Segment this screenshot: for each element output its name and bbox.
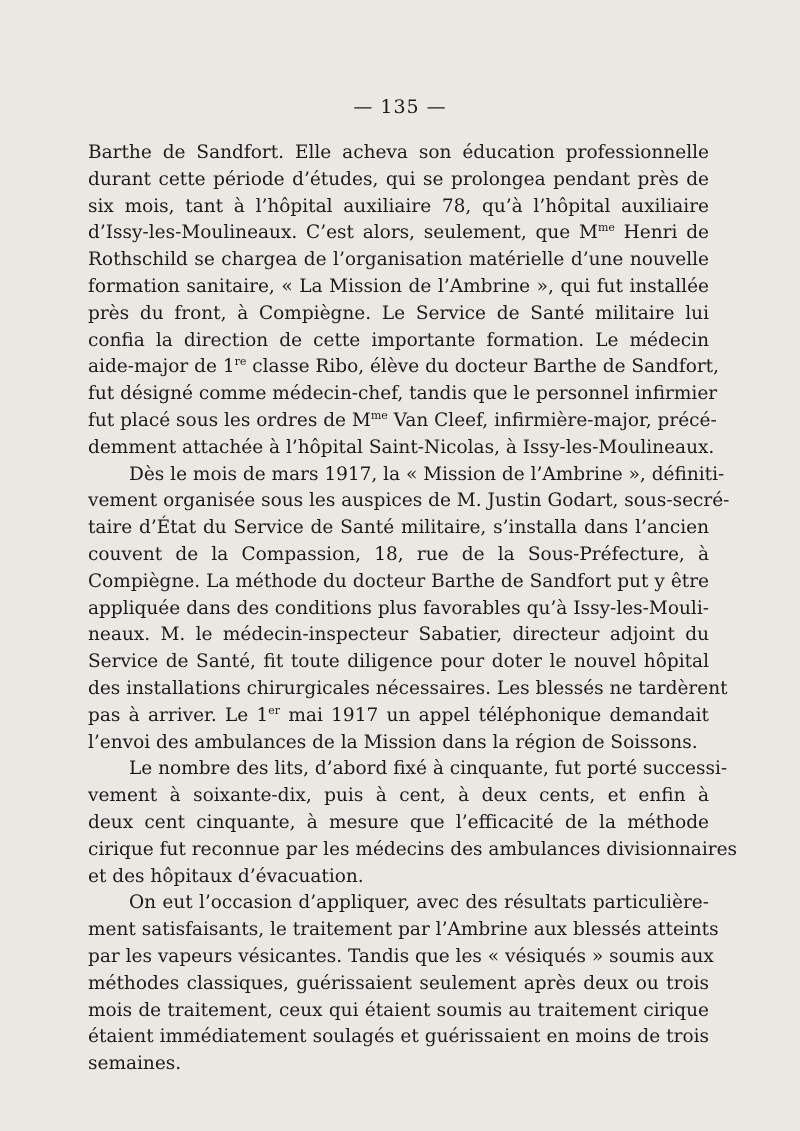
text-line: près du front, à Compiègne. Le Service de Santé militaire lui [88, 302, 709, 324]
text-line: Rothschild se chargea de l’organisation matérielle d’une nouvelle [88, 249, 709, 271]
text-line: et des hôpitaux d’évacuation. [88, 865, 364, 887]
text-line: deux cent cinquante, à mesure que l’efficacité de la méthode [88, 811, 709, 833]
text-line: durant cette période d’études, qui se prolongea pendant près de [88, 168, 709, 190]
text-line: l’envoi des ambulances de la Mission dans la région de Soissons. [88, 731, 698, 753]
text-line: Le nombre des lits, d’abord fixé à cinquante, fut porté successi- [129, 758, 728, 780]
text-line: ment satisfaisants, le traitement par l’Ambrine aux blessés atteints [88, 919, 719, 941]
text-line: Barthe de Sandfort. Elle acheva son éducation professionnelle [88, 142, 709, 163]
text-line: formation sanitaire, « La Mission de l’Ambrine », qui fut installée [88, 275, 709, 297]
text-line: On eut l’occasion d’appliquer, avec des résultats particulière- [129, 892, 709, 914]
page-number: — 135 — [353, 96, 447, 118]
text-line: pas à arriver. Le 1er mai 1917 un appel téléphonique demandait [88, 703, 709, 726]
text-line: des installations chirurgicales nécessaires. Les blessés ne tardèrent [88, 677, 728, 699]
text-line: étaient immédiatement soulagés et guérissaient en moins de trois [88, 1026, 709, 1048]
text-line: six mois, tant à l’hôpital auxiliaire 78, qu’à l’hôpital auxiliaire [88, 195, 709, 217]
text-line: semaines. [88, 1053, 182, 1075]
text-line: Compiègne. La méthode du docteur Barthe de Sandfort put y être [88, 570, 709, 592]
text-line: vement organisée sous les auspices de M. Justin Godart, sous-secré- [88, 490, 730, 512]
text-line: cirique fut reconnue par les médecins des ambulances divisionnaires [88, 838, 738, 860]
text-line: fut placé sous les ordres de $M^{me}$ Van Cleef, infirmière-major, précé- [88, 408, 717, 431]
text-line: vement à soixante-dix, puis à cent, à deux cents, et enfin à [88, 785, 709, 807]
text-line: aide-major de 1re classe Ribo, élève du docteur Barthe de Sandfort, [88, 355, 719, 378]
text-line: Service de Santé, fit toute diligence pour doter le nouvel hôpital [88, 651, 709, 673]
text-line: taire d’État du Service de Santé militaire, s’installa dans l’ancien [88, 517, 709, 539]
text-line: appliquée dans des conditions plus favorables qu’à Issy-les-Mouli- [88, 597, 709, 619]
text-line: méthodes classiques, guérissaient seulement après deux ou trois [88, 972, 709, 994]
text-line: neaux. M. le médecin-inspecteur Sabatier, directeur adjoint du [88, 624, 709, 646]
text-line: Dès le mois de mars 1917, la « Mission de l’Ambrine », définiti- [129, 463, 725, 485]
text-line: confia la direction de cette importante formation. Le médecin [88, 329, 709, 351]
text-line: fut désigné comme médecin-chef, tandis que le personnel infirmier [88, 383, 718, 405]
text-line: par les vapeurs vésicantes. Tandis que les « vésiqués » soumis aux [88, 945, 714, 967]
body-text [88, 140, 738, 1078]
text-line: couvent de la Compassion, 18, rue de la Sous-Préfecture, à [88, 543, 709, 565]
text-line: mois de traitement, ceux qui étaient soumis au traitement cirique [88, 999, 709, 1021]
text-line: demment attachée à l’hôpital Saint-Nicolas, à Issy-les-Moulineaux. [88, 436, 715, 458]
text-line: d’Issy-les-Moulineaux. C’est alors, seulement, que $M^{me}$ Henri de [88, 221, 709, 244]
